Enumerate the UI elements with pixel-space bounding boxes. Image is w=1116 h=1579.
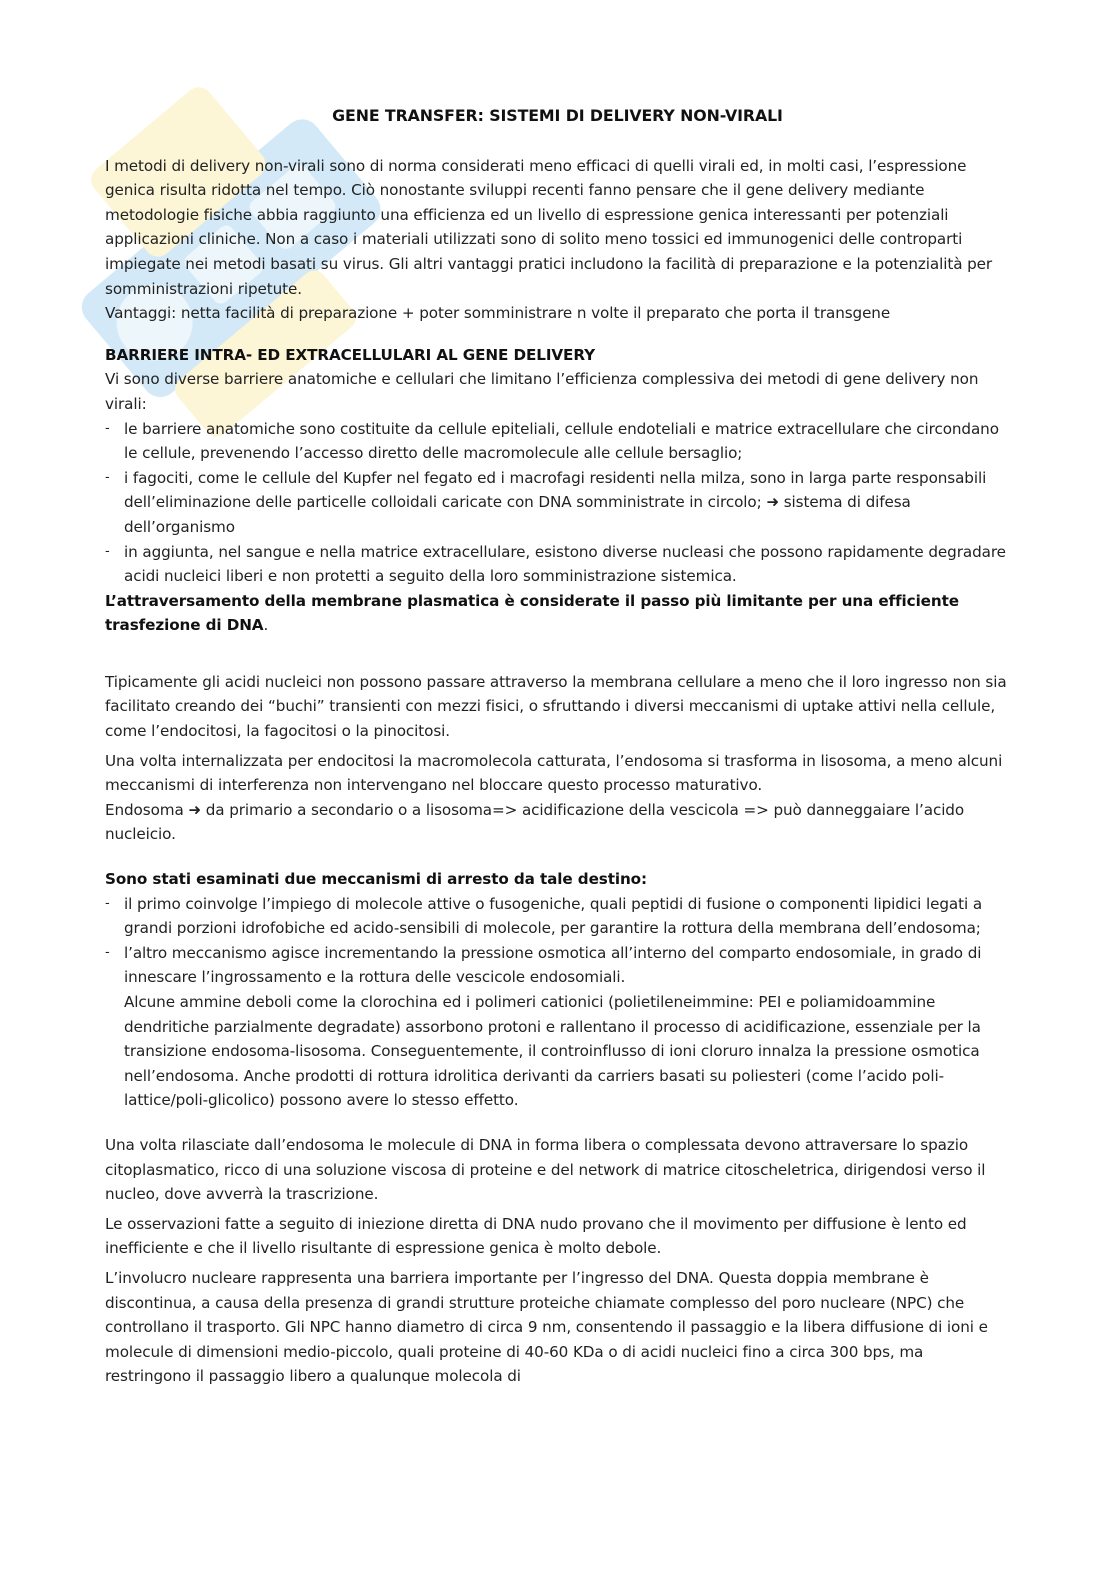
barriers-intro: Vi sono diverse barriere anatomiche e cellulari che limitano l’efficienza complessiva dei metodi di gene delivery non virali: [105, 370, 979, 413]
endosome-note: Endosoma ➜ da primario a secondario o a lisosoma=> acidificazione della vescicola => può danneggaiare l’acido nucleicio. [105, 800, 965, 844]
advantages-line: Vantaggi: netta facilità di preparazione + poter somministrare n volte il preparato che porta il transgene [105, 304, 891, 323]
list-item [105, 941, 1010, 1113]
document-page [105, 104, 1010, 1389]
list-item-text: i fagociti, come le cellule del Kupfer nel fegato ed i macrofagi residenti nella milza, sono in larga parte responsabili dell’eliminazione delle particelle colloidali caricate con DNA somministrate in circolo; ➜ sistema di difesa dell’organismo [124, 468, 987, 536]
mechanisms-list [105, 892, 1010, 1113]
list-item-text: in aggiunta, nel sangue e nella matrice extracellulare, esistono diverse nucleasi che possono rapidamente degradare acidi nucleici liberi e non protetti a seguito della loro somministrazione sistemica. [124, 542, 1006, 586]
barriers-heading: BARRIERE INTRA- ED EXTRACELLULARI AL GENE DELIVERY [105, 345, 595, 364]
intro-paragraph: I metodi di delivery non-virali sono di norma considerati meno efficaci di quelli virali ed, in molti casi, l’espressione genica risulta ridotta nel tempo. Ciò nonostante sviluppi recenti fanno pensare che il gene delivery mediante metodologie fisiche abbia raggiunto una efficienza ed un livello di espressione genica interessanti per potenziali applicazioni cliniche. Non a caso i materiali utilizzati sono di solito meno tossici ed immunogenici delle controparti impiegate nei metodi basati su virus. Gli altri vantaggi pratici includono la facilità di preparazione e la potenzialità per somministrazioni ripetute. [105, 156, 993, 298]
dash-bullet: - [105, 944, 110, 960]
membrane-statement-end: . [263, 616, 269, 635]
nuclear-paragraph: L’involucro nucleare rappresenta una barriera importante per l’ingresso del DNA. Questa doppia membrane è discontinua, a causa della presenza di grandi strutture proteiche chiamate complesso del poro nucleare (NPC) che controllano il trasporto. Gli NPC hanno diametro di circa 9 nm, consentendo il passaggio e la libera diffusione di ioni e molecule di dimensioni medio-piccolo, quali proteine di 40-60 KDa o di acidi nucleici fino a circa 300 bps, ma restringono il passaggio libero a qualunque molecola di [105, 1268, 988, 1386]
membrane-statement [105, 589, 1010, 638]
barriers-list [105, 417, 1010, 589]
list-item-text: il primo coinvolge l’impiego di molecole attive o fusogeniche, quali peptidi di fusione o componenti lipidici legati a grandi porzioni idrofobiche ed acido-sensibili di molecole, per garantire la rottura della membrana dell’endosoma; [124, 894, 983, 938]
list-item-continuation: Alcune ammine deboli come la clorochina ed i polimeri cationici (polietileneimmine: PEI e poliamidoammine dendritiche parzialmente degradate) assorbono protoni e rallentano il processo di acidificazione, essenziale per la transizione endosoma-lisosoma. Conseguentemente, il controinflusso di ioni cloruro innalza la pressione osmotica nell’endosoma. Anche prodotti di rottura idrolitica derivanti da carriers basati su poliesteri (come l’acido poli-lattice/poli-glicolico) possono avere lo stesso effetto. [124, 993, 981, 1110]
dash-bullet: - [105, 420, 110, 436]
membrane-statement-bold: L’attraversamento della membrane plasmatica è considerate il passo più limitante per una efficiente trasfezione di DNA [105, 591, 959, 635]
document-title: GENE TRANSFER: SISTEMI DI DELIVERY NON-VIRALI [332, 106, 783, 125]
list-item [105, 892, 1010, 941]
list-item-text: le barriere anatomiche sono costituite da cellule epiteliali, cellule endoteliali e matrice extracellulare che circondano le cellule, prevenendo l’accesso diretto delle macromolecule alle cellule bersaglio; [124, 419, 999, 463]
dash-bullet: - [105, 543, 110, 559]
dash-bullet: - [105, 469, 110, 485]
cytoplasm-paragraph: Una volta rilasciate dall’endosoma le molecule di DNA in forma libera o complessata devono attraversare lo spazio citoplasmatico, ricco di una soluzione viscosa di proteine e del network di matrice citoscheletrica, dirigendosi verso il nucleo, dove avverrà la trascrizione. [105, 1135, 986, 1204]
mechanisms-heading: Sono stati esaminati due meccanismi di arresto da tale destino: [105, 870, 647, 889]
list-item [105, 417, 1010, 466]
diffusion-paragraph: Le osservazioni fatte a seguito di iniezione diretta di DNA nudo provano che il movimento per diffusione è lento ed inefficiente e che il livello risultante di espressione genica è molto debole. [105, 1214, 967, 1258]
endosome-paragraph: Una volta internalizzata per endocitosi la macromolecola catturata, l’endosoma si trasforma in lisosoma, a meno alcuni meccanismi di interferenza non intervengano nel bloccare questo processo maturativo. [105, 751, 1003, 795]
list-item-text: l’altro meccanismo agisce incrementando la pressione osmotica all’interno del comparto endosomiale, in grado di innescare l’ingrossamento e la rottura delle vescicole endosomiali. [124, 943, 982, 987]
list-item [105, 540, 1010, 589]
uptake-paragraph: Tipicamente gli acidi nucleici non possono passare attraverso la membrana cellulare a meno che il loro ingresso non sia facilitato creando dei “buchi” transienti con mezzi fisici, o sfruttando i diversi meccanismi di uptake attivi nella cellule, come l’endocitosi, la fagocitosi o la pinocitosi. [105, 672, 1007, 741]
list-item [105, 466, 1010, 540]
dash-bullet: - [105, 895, 110, 911]
